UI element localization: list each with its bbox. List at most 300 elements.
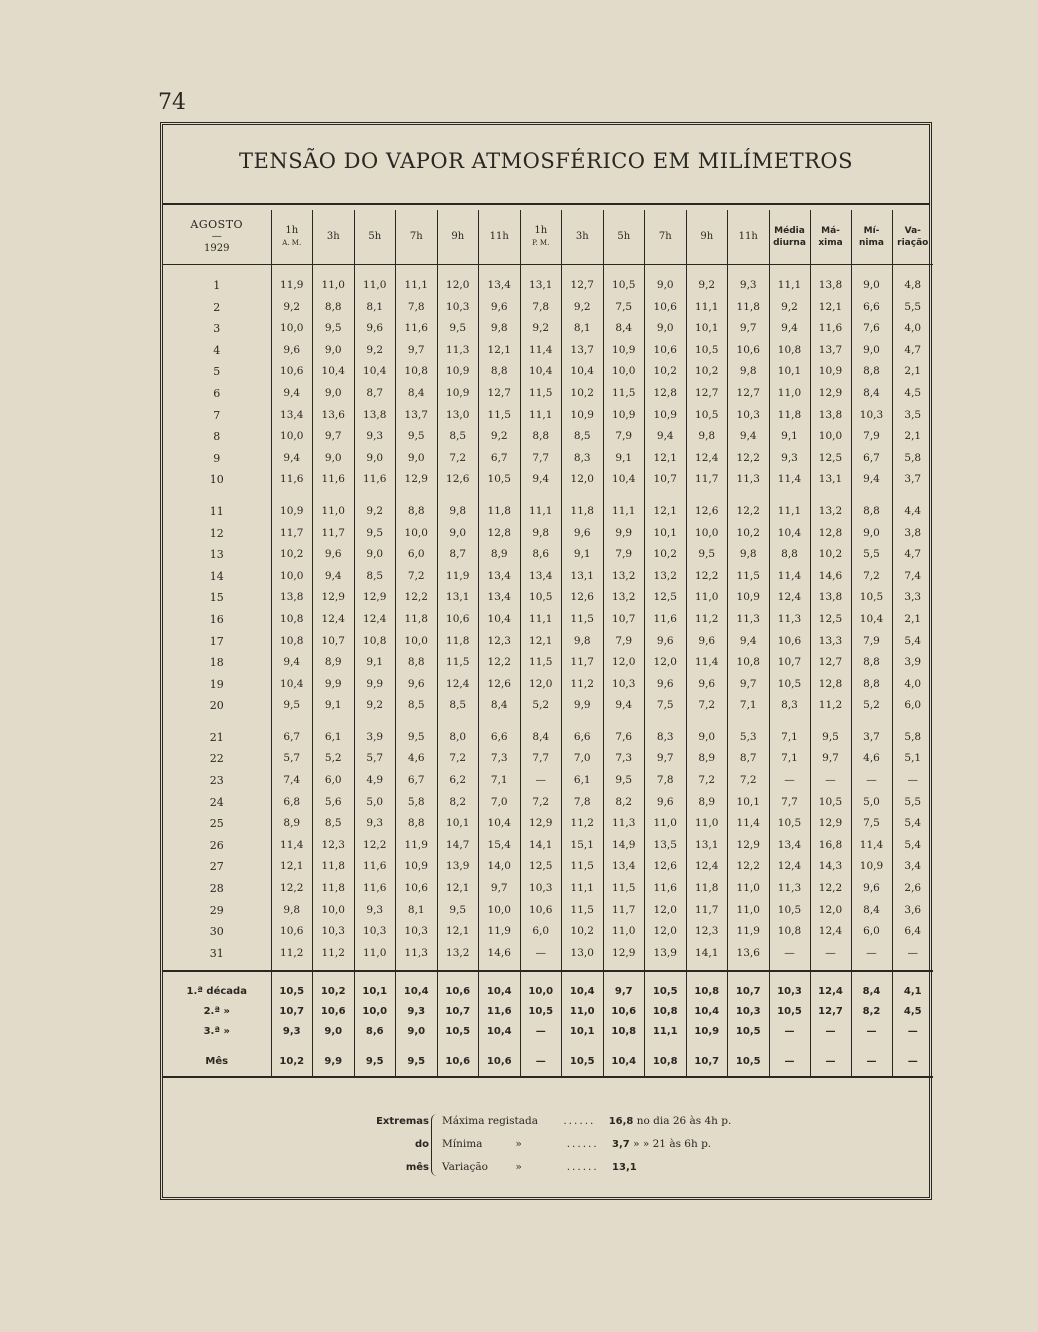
value-cell: 10,6 (437, 1052, 479, 1072)
value-cell: 13,2 (810, 501, 851, 523)
value-cell: 8,5 (354, 566, 396, 588)
value-cell: 11,1 (520, 501, 562, 523)
decade-summary-row (163, 1002, 933, 1022)
value-cell: 5,0 (354, 792, 396, 814)
value-cell: 11,7 (686, 900, 728, 922)
spacer-cell (851, 1042, 892, 1052)
value-cell: 11,6 (313, 469, 355, 491)
value-cell: 11,1 (686, 297, 728, 319)
row-label: 2.ª » (203, 1006, 230, 1018)
value-cell: 7,2 (728, 770, 770, 792)
stat-label: Má- (821, 226, 840, 236)
value-cell: 10,6 (271, 361, 313, 383)
value-cell: 10,4 (562, 361, 604, 383)
value-cell: 13,8 (271, 587, 313, 609)
hour-label: 1h (285, 225, 299, 236)
value-cell: 12,5 (645, 587, 687, 609)
value-cell: 9,4 (271, 383, 313, 405)
value-cell: 9,9 (313, 674, 355, 696)
value-cell: 12,2 (271, 878, 313, 900)
spacer-cell (354, 491, 396, 501)
spacer-cell (892, 1072, 933, 1077)
value-cell: 10,7 (437, 1002, 479, 1022)
value-cell: 10,0 (271, 318, 313, 340)
value-cell: 10,4 (479, 609, 521, 631)
value-cell: 8,9 (686, 792, 728, 814)
value-cell: 12,8 (479, 523, 521, 545)
value-cell: 5,6 (313, 792, 355, 814)
spacer-cell (562, 964, 604, 971)
value-cell: 12,2 (728, 856, 770, 878)
extreme-var-mark: » (515, 1161, 522, 1173)
hour-header (354, 210, 396, 265)
value-cell: 3,7 (851, 727, 892, 749)
value-cell: 9,0 (396, 1022, 438, 1042)
value-cell: 13,2 (437, 943, 479, 965)
value-cell: 10,9 (728, 587, 770, 609)
value-cell: 5,2 (520, 695, 562, 717)
value-cell: 8,5 (437, 426, 479, 448)
value-cell: 13,9 (437, 856, 479, 878)
value-cell: 9,6 (645, 674, 687, 696)
value-cell: 10,2 (562, 383, 604, 405)
hour-header (520, 210, 562, 265)
extreme-var-name: Variação (442, 1161, 488, 1173)
value-cell: 7,2 (437, 448, 479, 470)
value-cell: 12,7 (562, 275, 604, 297)
value-cell: — (520, 1052, 562, 1072)
value-cell: 9,8 (271, 900, 313, 922)
spacer-cell (271, 491, 313, 501)
value-cell: 4,5 (892, 1002, 933, 1022)
value-cell: 10,0 (520, 982, 562, 1002)
value-cell: 12,4 (769, 856, 810, 878)
value-cell: 10,0 (396, 523, 438, 545)
value-cell: 10,9 (437, 383, 479, 405)
value-cell: 6,0 (520, 921, 562, 943)
value-cell: 5,8 (396, 792, 438, 814)
spacer-cell (645, 964, 687, 971)
value-cell: 11,1 (645, 1022, 687, 1042)
value-cell: 15,4 (479, 835, 521, 857)
hour-header (603, 210, 645, 265)
value-cell: 9,4 (769, 318, 810, 340)
value-cell: 12,8 (810, 674, 851, 696)
value-cell: 11,3 (603, 813, 645, 835)
stat-header (851, 210, 892, 265)
value-cell: 12,8 (810, 523, 851, 545)
value-cell: 10,1 (562, 1022, 604, 1042)
value-cell: 9,1 (562, 544, 604, 566)
value-cell: 9,2 (562, 297, 604, 319)
value-cell: 10,2 (313, 982, 355, 1002)
value-cell: 9,4 (313, 566, 355, 588)
value-cell: 11,4 (769, 566, 810, 588)
decade-spacer (163, 717, 933, 727)
value-cell: 12,4 (686, 448, 728, 470)
extremes-label (373, 1110, 429, 1179)
hour-label: 1h (534, 225, 548, 236)
spacer-cell (313, 491, 355, 501)
value-cell: 11,6 (354, 878, 396, 900)
value-cell: 7,8 (645, 770, 687, 792)
day-row (163, 943, 933, 965)
value-cell: 10,8 (769, 921, 810, 943)
value-cell: 8,0 (437, 727, 479, 749)
value-cell: 10,3 (437, 297, 479, 319)
value-cell: 11,0 (686, 813, 728, 835)
value-cell: 12,9 (810, 813, 851, 835)
value-cell: 10,8 (354, 631, 396, 653)
spacer-cell (810, 1042, 851, 1052)
value-cell: 6,6 (851, 297, 892, 319)
value-cell: 11,5 (603, 383, 645, 405)
value-cell: 6,8 (271, 792, 313, 814)
value-cell: 11,0 (686, 587, 728, 609)
value-cell: 7,4 (271, 770, 313, 792)
value-cell: 14,1 (520, 835, 562, 857)
day-row (163, 631, 933, 653)
page-number: 74 (158, 90, 186, 115)
value-cell: 11,4 (520, 340, 562, 362)
spacer-cell (603, 964, 645, 971)
value-cell: 9,7 (728, 318, 770, 340)
value-cell: 9,2 (354, 695, 396, 717)
value-cell: 11,3 (769, 878, 810, 900)
value-cell: 9,0 (645, 275, 687, 297)
spacer-cell (769, 964, 810, 971)
value-cell: 11,8 (686, 878, 728, 900)
value-cell: 9,0 (354, 544, 396, 566)
day-row (163, 609, 933, 631)
row-label: 27 (209, 860, 224, 874)
day-row (163, 544, 933, 566)
value-cell: 8,4 (851, 900, 892, 922)
value-cell: 8,4 (851, 383, 892, 405)
value-cell: 10,3 (396, 921, 438, 943)
value-cell: 9,5 (686, 544, 728, 566)
value-cell: 9,2 (354, 340, 396, 362)
value-cell: 13,7 (562, 340, 604, 362)
row-label: 14 (209, 569, 224, 583)
value-cell: 9,3 (769, 448, 810, 470)
spacer-cell (686, 491, 728, 501)
value-cell: 7,8 (520, 297, 562, 319)
decade-spacer (163, 491, 933, 501)
spacer-cell (520, 265, 562, 276)
value-cell: 13,6 (728, 943, 770, 965)
extreme-min-value: 3,7 (612, 1139, 630, 1150)
spacer-cell (271, 265, 313, 276)
spacer-cell (851, 717, 892, 727)
value-cell: 11,3 (396, 943, 438, 965)
value-cell: 6,7 (396, 770, 438, 792)
value-cell: 10,2 (645, 544, 687, 566)
table-end-rule (163, 1072, 933, 1077)
stat-label: Média (774, 226, 805, 236)
value-cell: 5,0 (851, 792, 892, 814)
value-cell: 8,4 (851, 982, 892, 1002)
value-cell: — (769, 770, 810, 792)
spacer-cell (271, 971, 313, 982)
hour-label: 9h (451, 231, 465, 242)
value-cell: 10,1 (728, 792, 770, 814)
hour-header (562, 210, 604, 265)
value-cell: 2,1 (892, 609, 933, 631)
value-cell: 10,6 (271, 921, 313, 943)
value-cell: 12,7 (479, 383, 521, 405)
value-cell: 13,8 (354, 405, 396, 427)
value-cell: 12,7 (686, 383, 728, 405)
row-label: 4 (213, 343, 221, 357)
stat-header (892, 210, 933, 265)
value-cell: 13,1 (562, 566, 604, 588)
value-cell: 7,2 (851, 566, 892, 588)
value-cell: 11,2 (562, 674, 604, 696)
value-cell: 10,5 (686, 340, 728, 362)
value-cell: 12,0 (437, 275, 479, 297)
value-cell: 10,4 (479, 1022, 521, 1042)
value-cell: 4,0 (892, 318, 933, 340)
value-cell: 11,0 (313, 275, 355, 297)
spacer-cell (851, 964, 892, 971)
value-cell: 11,0 (354, 943, 396, 965)
value-cell: 10,4 (313, 361, 355, 383)
value-cell: 10,4 (603, 469, 645, 491)
value-cell: 10,8 (769, 340, 810, 362)
value-cell: 7,0 (479, 792, 521, 814)
value-cell: 9,7 (313, 426, 355, 448)
value-cell: 11,0 (728, 878, 770, 900)
value-cell: 6,0 (851, 921, 892, 943)
value-cell: 10,3 (851, 405, 892, 427)
hour-label: 3h (575, 231, 589, 242)
value-cell: 13,7 (810, 340, 851, 362)
value-cell: 10,4 (851, 609, 892, 631)
extreme-max-name: Máxima registada (442, 1115, 539, 1127)
value-cell: 11,5 (562, 609, 604, 631)
spacer-cell (892, 964, 933, 971)
day-row (163, 523, 933, 545)
extreme-min-name: Mínima (442, 1138, 483, 1150)
spacer-cell (520, 971, 562, 982)
value-cell: 10,7 (313, 631, 355, 653)
value-cell: 12,6 (686, 501, 728, 523)
value-cell: 10,6 (603, 1002, 645, 1022)
hour-period: A. M. (282, 239, 302, 247)
value-cell: 9,7 (728, 674, 770, 696)
row-label: 10 (209, 473, 224, 487)
value-cell: — (851, 943, 892, 965)
value-cell: 8,1 (562, 318, 604, 340)
value-cell: 9,2 (686, 275, 728, 297)
value-cell: 7,1 (479, 770, 521, 792)
value-cell: 8,9 (271, 813, 313, 835)
value-cell: 5,1 (892, 748, 933, 770)
value-cell: 11,0 (354, 275, 396, 297)
value-cell: 13,8 (810, 275, 851, 297)
value-cell: 9,4 (271, 652, 313, 674)
row-label: 19 (209, 677, 224, 691)
value-cell: 10,9 (562, 405, 604, 427)
value-cell: 11,6 (396, 318, 438, 340)
spacer-cell (437, 971, 479, 982)
value-cell: 13,0 (562, 943, 604, 965)
value-cell: 11,3 (728, 469, 770, 491)
value-cell: 10,8 (728, 652, 770, 674)
value-cell: 7,9 (851, 631, 892, 653)
value-cell: 11,2 (810, 695, 851, 717)
value-cell: 3,8 (892, 523, 933, 545)
value-cell: 13,4 (479, 275, 521, 297)
value-cell: 7,7 (769, 792, 810, 814)
value-cell: 10,3 (728, 405, 770, 427)
value-cell: 12,8 (645, 383, 687, 405)
value-cell: 11,6 (645, 609, 687, 631)
value-cell: 9,0 (645, 318, 687, 340)
value-cell: 7,6 (603, 727, 645, 749)
spacer-cell (851, 971, 892, 982)
value-cell: 12,3 (479, 631, 521, 653)
spacer-cell (396, 971, 438, 982)
decade-summary-row (163, 1022, 933, 1042)
value-cell: 12,0 (645, 900, 687, 922)
value-cell: 11,8 (396, 609, 438, 631)
value-cell: — (810, 943, 851, 965)
value-cell: 10,4 (271, 674, 313, 696)
value-cell: 5,2 (313, 748, 355, 770)
stat-label: riação (897, 238, 929, 248)
value-cell: 10,7 (728, 982, 770, 1002)
hour-label: 5h (368, 231, 382, 242)
value-cell: 9,6 (479, 297, 521, 319)
value-cell: 10,5 (769, 674, 810, 696)
spacer-cell (892, 971, 933, 982)
value-cell: 14,1 (686, 943, 728, 965)
value-cell: 4,9 (354, 770, 396, 792)
day-row (163, 813, 933, 835)
value-cell: 10,7 (603, 609, 645, 631)
value-cell: 7,6 (851, 318, 892, 340)
table-frame (160, 122, 932, 1200)
value-cell: 10,8 (271, 631, 313, 653)
value-cell: 4,0 (892, 674, 933, 696)
row-label: 29 (209, 903, 224, 917)
value-cell: 10,5 (603, 275, 645, 297)
value-cell: 11,9 (396, 835, 438, 857)
value-cell: 10,9 (271, 501, 313, 523)
spacer-cell (479, 964, 521, 971)
value-cell: 10,5 (728, 1022, 770, 1042)
row-label: 24 (209, 795, 224, 809)
value-cell: 11,2 (313, 943, 355, 965)
value-cell: 10,9 (686, 1022, 728, 1042)
row-label: 2 (213, 300, 221, 314)
value-cell: 9,4 (645, 426, 687, 448)
value-cell: 8,5 (396, 695, 438, 717)
value-cell: 11,9 (728, 921, 770, 943)
extreme-min-note: » » 21 às 6h p. (633, 1138, 712, 1150)
value-cell: 9,2 (271, 297, 313, 319)
value-cell: 10,4 (396, 982, 438, 1002)
value-cell: 10,4 (686, 1002, 728, 1022)
value-cell: 12,9 (354, 587, 396, 609)
day-row (163, 878, 933, 900)
value-cell: 8,2 (851, 1002, 892, 1022)
value-cell: 12,4 (769, 587, 810, 609)
value-cell: 14,9 (603, 835, 645, 857)
spacer-cell (810, 1072, 851, 1077)
value-cell: 13,6 (313, 405, 355, 427)
day-row (163, 652, 933, 674)
value-cell: 10,4 (769, 523, 810, 545)
spacer-cell (728, 491, 770, 501)
value-cell: 8,4 (520, 727, 562, 749)
value-cell: 11,6 (479, 1002, 521, 1022)
value-cell: 9,9 (603, 523, 645, 545)
row-label: 30 (209, 925, 224, 939)
stat-header (810, 210, 851, 265)
value-cell: 12,6 (562, 587, 604, 609)
hour-header (313, 210, 355, 265)
extreme-min-dots: ...... (566, 1138, 599, 1150)
spacer-cell (645, 1072, 687, 1077)
value-cell: 10,6 (769, 631, 810, 653)
value-cell: 8,5 (437, 695, 479, 717)
value-cell: 9,4 (728, 426, 770, 448)
value-cell: 3,3 (892, 587, 933, 609)
value-cell: 10,1 (769, 361, 810, 383)
value-cell: 12,7 (728, 383, 770, 405)
value-cell: 14,6 (810, 566, 851, 588)
value-cell: 13,5 (645, 835, 687, 857)
value-cell: 8,9 (479, 544, 521, 566)
value-cell: 9,6 (354, 318, 396, 340)
spacer-cell (892, 491, 933, 501)
day-row (163, 297, 933, 319)
row-label: 11 (209, 504, 224, 518)
value-cell: 10,5 (810, 792, 851, 814)
spacer-cell (851, 491, 892, 501)
value-cell: — (769, 943, 810, 965)
value-cell: 11,1 (396, 275, 438, 297)
spacer-cell (892, 1042, 933, 1052)
value-cell: 10,2 (645, 361, 687, 383)
value-cell: 12,1 (520, 631, 562, 653)
spacer-cell (851, 265, 892, 276)
value-cell: 11,4 (728, 813, 770, 835)
value-cell: 9,1 (769, 426, 810, 448)
value-cell: 12,5 (810, 448, 851, 470)
value-cell: 5,8 (892, 448, 933, 470)
value-cell: 9,8 (520, 523, 562, 545)
value-cell: 10,6 (520, 900, 562, 922)
value-cell: 4,6 (396, 748, 438, 770)
value-cell: 11,7 (562, 652, 604, 674)
spacer-cell (520, 964, 562, 971)
value-cell: 9,7 (479, 878, 521, 900)
value-cell: 9,9 (562, 695, 604, 717)
value-cell: 7,3 (479, 748, 521, 770)
value-cell: 12,1 (645, 501, 687, 523)
value-cell: 10,8 (603, 1022, 645, 1042)
value-cell: 9,7 (645, 748, 687, 770)
value-cell: 13,8 (810, 587, 851, 609)
hour-header (271, 210, 313, 265)
value-cell: 14,3 (810, 856, 851, 878)
extreme-var-value: 13,1 (612, 1162, 637, 1173)
spacer-cell (728, 971, 770, 982)
